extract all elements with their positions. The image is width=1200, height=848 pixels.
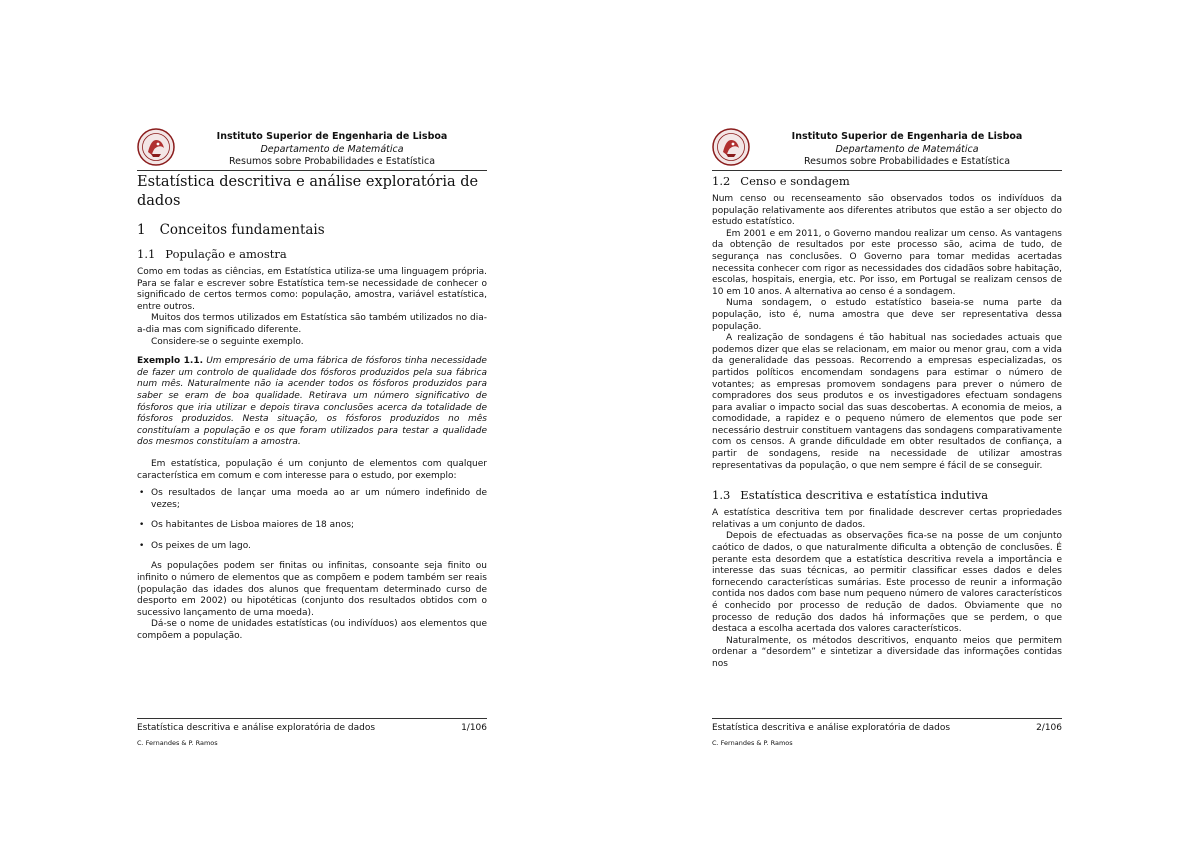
list-item: [137, 520, 487, 532]
chapter-title: Estatística descritiva e análise exploratória de dados: [137, 174, 479, 209]
course-name: Resumos sobre Probabilidades e Estatística: [228, 156, 436, 167]
paragraph: As populações podem ser finitas ou infinitas, consoante seja finito ou infinito o número de elementos que as compõem e podem também ser reais (população das idades dos alunos que frequentam determinado curso de desporto em 2002) ou hipotéticas (conjunto dos resultados obtidos com o sucessivo lançamento de uma moeda).: [137, 561, 487, 618]
section-number: 1: [137, 222, 146, 238]
header-text: [752, 131, 1062, 169]
paragraph: Dá-se o nome de unidades estatísticas (ou indivíduos) aos elementos que compõem a população.: [137, 619, 487, 642]
list-item-text: Os resultados de lançar uma moeda ao ar um número indefinido de vezes;: [151, 488, 487, 510]
institution-name: Instituto Superior de Engenharia de Lisboa: [216, 131, 448, 142]
list-item-text: Os habitantes de Lisboa maiores de 18 anos;: [151, 520, 355, 531]
page-1-body: [137, 173, 487, 643]
example-body: Um empresário de uma fábrica de fósforos tinha necessidade de fazer um controlo de qualidade dos fósforos produzidos pela sua fábrica num mês. Naturalmente não ia acender todos os fósforos produzidos para saber se eram de boa qualidade. Retirava um número significativo de fósforos que iria utilizar e depois tirava conclusões acerca da totalidade de fósforos produzidos. Nesta situação, os fósforos produzidos no mês constituíam a população e os que foram utilizados para testar a qualidade dos mesmos constituíam a amostra.: [137, 356, 487, 448]
department-name: Departamento de Matemática: [260, 143, 404, 155]
bullet-icon: •: [139, 540, 145, 551]
header-text: [177, 131, 487, 169]
page-header: [137, 128, 487, 171]
paragraph: A estatística descritiva tem por finalidade descrever certas propriedades relativas a um conjunto de dados.: [712, 508, 1062, 530]
footer-authors: C. Fernandes & P. Ramos: [137, 739, 218, 747]
page-footer: [137, 718, 487, 749]
subsection-number: 1.1: [137, 247, 156, 261]
bullet-icon: •: [139, 520, 145, 531]
page-number: 1/106: [461, 723, 487, 733]
page-2-body: [712, 174, 1062, 671]
subsection-heading: [712, 488, 1062, 503]
subsection-number: 1.3: [712, 488, 731, 503]
subsection-title: População e amostra: [165, 247, 287, 261]
page-number: 2/106: [1036, 723, 1062, 733]
subsection-number: 1.2: [712, 174, 731, 188]
isel-logo: [137, 128, 175, 166]
paragraph: Em estatística, população é um conjunto de elementos com qualquer característica em comum e com interesse para o estudo, por exemplo:: [137, 458, 487, 481]
paragraph: Depois de efectuadas as observações fica-se na posse de um conjunto caótico de dados, o que naturalmente dificulta a obtenção de conclusões. É perante esta desordem que a estatística descritiva revela a importância e interesse das suas técnicas, ao permitir classificar esses dados e deles fornecendo características sumárias. Este processo de reunir a informação contida nos dados com base num pequeno número de valores característicos é conhecido por processo de redução de dados. Obviamente que no processo de redução dos dados há informações que se perdem, o que destaca a escolha acertada dos valores característicos.: [712, 531, 1062, 635]
page-header: [712, 128, 1062, 171]
course-name: Resumos sobre Probabilidades e Estatística: [803, 156, 1011, 167]
paragraph: Em 2001 e em 2011, o Governo mandou realizar um censo. As vantagens da obtenção de resultados por este processo são, acima de tudo, de segurança nas conclusões. O Governo para tomar medidas acertadas necessita conhecer com rigor as necessidades dos cidadãos sobre habitação, escolas, hospitais, energia, etc. Por isso, em Portugal se realizam censos de 10 em 10 anos. A alternativa ao censo é a sondagem.: [712, 228, 1062, 297]
institution-name: Instituto Superior de Engenharia de Lisboa: [791, 131, 1023, 142]
example-block: [137, 356, 487, 449]
subsection-title: Estatística descritiva e estatística indutiva: [740, 488, 989, 503]
paragraph: Numa sondagem, o estudo estatístico baseia-se numa parte da população, isto é, numa amostra que deve ser representativa dessa população.: [712, 298, 1062, 332]
footer-title: Estatística descritiva e análise exploratória de dados: [712, 723, 951, 733]
bullet-icon: •: [139, 488, 145, 499]
list-item-text: Os peixes de um lago.: [151, 540, 251, 551]
paragraph: Num censo ou recenseamento são observados todos os indivíduos da população relativamente aos diferentes atributos que estão a ser objecto do estudo estatístico.: [712, 194, 1062, 228]
department-name: Departamento de Matemática: [835, 143, 979, 155]
paragraph: Como em todas as ciências, em Estatística utiliza-se uma linguagem própria. Para se falar e escrever sobre Estatística tem-se necessidade de conhecer o significado de certos termos como: população, amostra, variável estatística, entre outros.: [137, 267, 487, 312]
section-title: Conceitos fundamentais: [159, 222, 325, 238]
paragraph: Muitos dos termos utilizados em Estatística são também utilizados no dia-a-dia mas com significado diferente.: [137, 313, 487, 335]
subsection-heading: [137, 247, 487, 262]
footer-title: Estatística descritiva e análise exploratória de dados: [137, 723, 376, 733]
paragraph: Naturalmente, os métodos descritivos, enquanto meios que permitem ordenar a “desordem” e sintetizar a diversidade das informações contidas nos: [712, 635, 1062, 669]
example-label: Exemplo 1.1.: [137, 356, 203, 367]
subsection-title: Censo e sondagem: [740, 174, 850, 188]
bullet-list: [137, 488, 487, 552]
list-item: [137, 541, 487, 553]
page-2: [600, 0, 1200, 848]
page-footer: [712, 718, 1062, 749]
paragraph: Considere-se o seguinte exemplo.: [151, 336, 304, 347]
subsection-heading: [712, 174, 1062, 189]
isel-logo: [712, 128, 750, 166]
paragraph: A realização de sondagens é tão habitual nas sociedades actuais que podemos dizer que elas se relacionam, em maior ou menor grau, com a vida da generalidade das pessoas. Recorrendo a empresas especializadas, os partidos políticos encomendam sondagens para estimar o número de votantes; as empresas promovem sondagens para prever o número de compradores dos seus produtos e os investigadores efectuam sondagens para avaliar o impacto social das suas descobertas. A economia de meios, a comodidade, a rapidez e o pequeno número de elementos que pode ser necessário destruir constituem vantagens das sondagens comparativamente com os censos. A grande dificuldade em obter resultados de confiança, a partir de sondagens, reside na necessidade de utilizar amostras representativas da população, o que nem sempre é fácil de se conseguir.: [712, 333, 1062, 471]
list-item: [137, 488, 487, 511]
footer-authors: C. Fernandes & P. Ramos: [712, 739, 793, 747]
section-heading: [137, 221, 487, 239]
